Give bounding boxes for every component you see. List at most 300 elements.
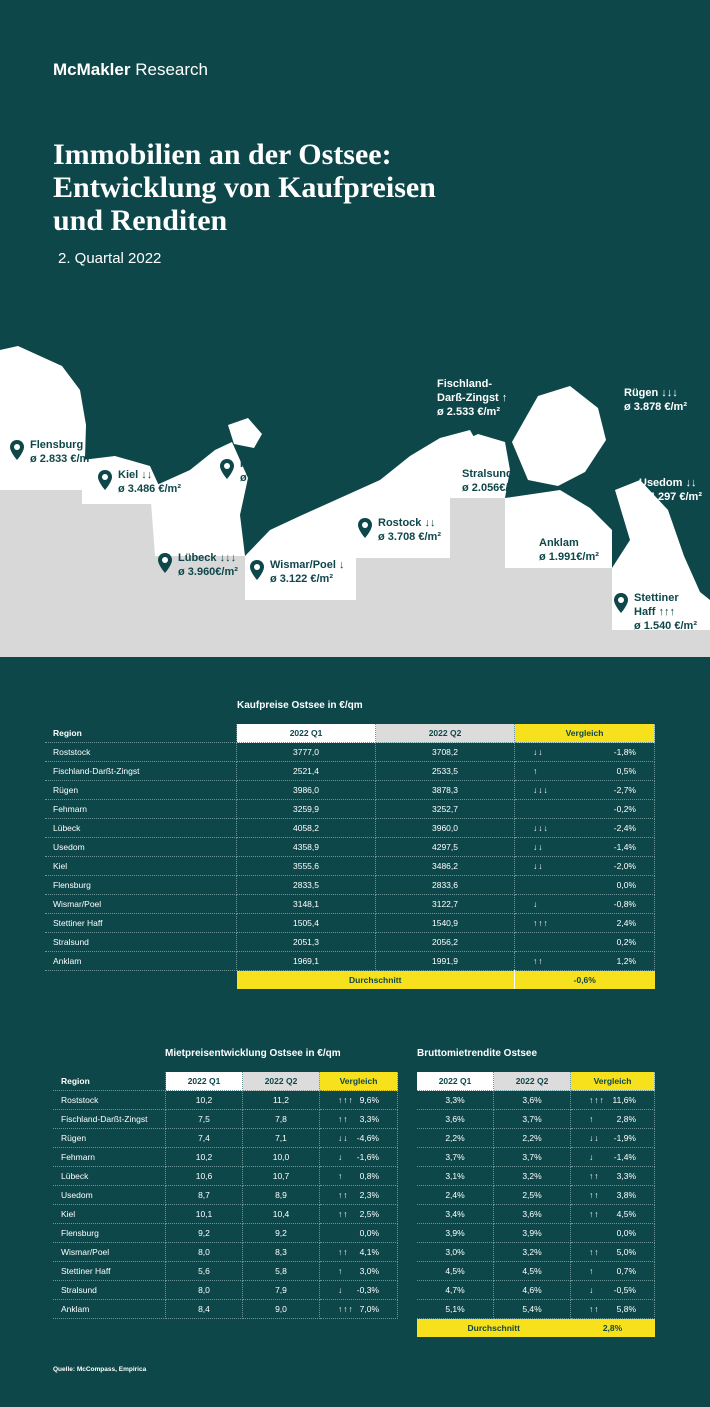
comparison-wrap — [523, 823, 646, 833]
trend-arrows: ↑↑↑ — [338, 1095, 354, 1105]
q1-value-cell: 3,3% — [417, 1091, 494, 1110]
table-row — [417, 1281, 655, 1300]
comparison-cell — [515, 933, 655, 952]
q2-value-cell: 2533,5 — [376, 762, 515, 781]
q1-value-cell: 8,0 — [166, 1281, 243, 1300]
comparison-wrap — [523, 766, 646, 776]
trend-arrows: ↑↑ — [338, 1247, 349, 1257]
map-label-ruegen: Rügen ↓↓↓ ø 3.878 €/m² — [624, 387, 687, 413]
change-percent: -4,6% — [356, 1133, 379, 1143]
comparison-wrap — [523, 861, 646, 871]
source-note: Quelle: McCompass, Empirica — [53, 1366, 147, 1373]
region-cell: Kiel — [45, 857, 237, 876]
region-cell: Lübeck — [45, 819, 237, 838]
average-label: Durchschnitt — [417, 1319, 571, 1338]
table-row — [45, 762, 655, 781]
land-flensburg — [0, 346, 86, 490]
q2-value-cell: 3252,7 — [376, 800, 515, 819]
rendite-table — [417, 1072, 655, 1337]
q1-value-cell: 3986,0 — [237, 781, 376, 800]
change-percent: 3,0% — [359, 1266, 379, 1276]
region-cell: Stettiner Haff — [53, 1262, 166, 1281]
change-percent: 3,8% — [616, 1190, 636, 1200]
coast-map-graphic — [0, 330, 710, 660]
change-percent: -2,7% — [613, 785, 636, 795]
comparison-cell — [515, 743, 655, 762]
trend-arrows: ↑ — [338, 1171, 344, 1181]
q2-value-cell: 4,5% — [494, 1262, 571, 1281]
table-row — [45, 819, 655, 838]
q1-value-cell: 5,6 — [166, 1262, 243, 1281]
trend-arrows: ↑↑ — [589, 1247, 600, 1257]
change-percent: -0,5% — [613, 1285, 636, 1295]
table-row — [53, 1281, 398, 1300]
q2-value-cell: 3,6% — [494, 1091, 571, 1110]
q2-value-cell: 9,2 — [243, 1224, 320, 1243]
q1-value-cell: 7,4 — [166, 1129, 243, 1148]
change-percent: 4,5% — [616, 1209, 636, 1219]
q2-value-cell: 3960,0 — [376, 819, 515, 838]
trend-arrows: ↓ — [589, 1285, 595, 1295]
comparison-cell — [571, 1129, 655, 1148]
comparison-cell — [515, 914, 655, 933]
change-percent: -2,0% — [613, 861, 636, 871]
q1-value-cell: 10,2 — [166, 1148, 243, 1167]
comparison-wrap — [579, 1171, 646, 1181]
trend-arrows: ↓ — [533, 899, 539, 909]
map-label-stettiner-haff: Stettiner Haff ↑↑↑ ø 1.540 €/m² — [634, 591, 697, 633]
trend-arrows: ↓↓↓ — [533, 785, 549, 795]
comparison-wrap — [328, 1171, 389, 1181]
change-percent: 11,6% — [612, 1095, 636, 1105]
table-row — [417, 1091, 655, 1110]
q1-value-cell: 3,4% — [417, 1205, 494, 1224]
table-row — [53, 1205, 398, 1224]
q1-value-cell: 3555,6 — [237, 857, 376, 876]
table-row — [45, 743, 655, 762]
location-pin-icon — [220, 459, 234, 479]
change-percent: 4,1% — [359, 1247, 379, 1257]
comparison-cell — [571, 1224, 655, 1243]
trend-arrows: ↑ — [589, 1266, 595, 1276]
map-label-fischland: Fischland- Darß-Zingst ↑ ø 2.533 €/m² — [437, 378, 508, 418]
table-title-rendite: Bruttomietrendite Ostsee — [417, 1048, 538, 1059]
region-cell: Fehmarn — [45, 800, 237, 819]
region-cell: Stralsund — [53, 1281, 166, 1300]
q1-value-cell: 3,1% — [417, 1167, 494, 1186]
q2-value-cell: 7,8 — [243, 1110, 320, 1129]
comparison-wrap — [579, 1190, 646, 1200]
comparison-wrap — [328, 1209, 389, 1219]
q2-value-cell: 7,1 — [243, 1129, 320, 1148]
change-percent: 5,0% — [616, 1247, 636, 1257]
q2-value-cell: 2,2% — [494, 1129, 571, 1148]
q1-value-cell: 3,0% — [417, 1243, 494, 1262]
average-row — [417, 1319, 655, 1338]
q1-value-cell: 8,0 — [166, 1243, 243, 1262]
mietpreise-table — [53, 1072, 398, 1319]
region-cell: Flensburg — [53, 1224, 166, 1243]
q2-value-cell: 10,0 — [243, 1148, 320, 1167]
trend-arrows: ↓↓ — [589, 1133, 600, 1143]
average-row — [45, 971, 655, 990]
comparison-cell — [571, 1186, 655, 1205]
q1-value-cell: 2,4% — [417, 1186, 494, 1205]
map-label-fehmarn: Fehmarn ø 3.252 €/m² — [240, 457, 303, 485]
change-percent: 9,6% — [359, 1095, 379, 1105]
comparison-wrap — [523, 918, 646, 928]
comparison-cell — [320, 1300, 398, 1319]
land-fehmarn — [228, 418, 262, 448]
table-row — [417, 1224, 655, 1243]
change-percent: -0,3% — [356, 1285, 379, 1295]
table-row — [53, 1224, 398, 1243]
q1-value-cell: 10,2 — [166, 1091, 243, 1110]
comparison-cell — [320, 1186, 398, 1205]
comparison-wrap — [579, 1095, 646, 1105]
brand-logo: McMakler Research — [53, 60, 208, 79]
region-cell: Usedom — [45, 838, 237, 857]
comparison-cell — [571, 1281, 655, 1300]
change-percent: 3,3% — [616, 1171, 636, 1181]
table-body — [45, 743, 655, 990]
q2-value-cell: 3122,7 — [376, 895, 515, 914]
trend-arrows: ↑↑ — [589, 1190, 600, 1200]
change-percent: 2,3% — [359, 1190, 379, 1200]
map-label-rostock: Rostock ↓↓ ø 3.708 €/m² — [378, 516, 441, 544]
comparison-cell — [320, 1205, 398, 1224]
table-row — [417, 1243, 655, 1262]
comparison-wrap — [579, 1266, 646, 1276]
q1-value-cell: 3148,1 — [237, 895, 376, 914]
trend-arrows: ↑↑↑ — [533, 918, 549, 928]
table-row — [45, 914, 655, 933]
region-cell: Rügen — [45, 781, 237, 800]
trend-arrows: ↑ — [589, 1114, 595, 1124]
table-row — [417, 1129, 655, 1148]
q1-value-cell: 10,6 — [166, 1167, 243, 1186]
comparison-wrap — [523, 880, 646, 890]
comparison-cell — [320, 1262, 398, 1281]
table-row — [45, 800, 655, 819]
change-percent: -1,8% — [613, 747, 636, 757]
q1-value-cell: 3,9% — [417, 1224, 494, 1243]
q1-value-cell: 8,4 — [166, 1300, 243, 1319]
map-label-kiel: Kiel ↓↓ ø 3.486 €/m² — [118, 468, 181, 496]
comparison-wrap — [579, 1304, 646, 1314]
q2-value-cell: 3,9% — [494, 1224, 571, 1243]
region-cell: Fischland-Darßt-Zingst — [45, 762, 237, 781]
region-cell: Wismar/Poel — [45, 895, 237, 914]
q2-value-cell: 7,9 — [243, 1281, 320, 1300]
q2-value-cell: 3708,2 — [376, 743, 515, 762]
table-row — [53, 1186, 398, 1205]
table-row — [53, 1243, 398, 1262]
comparison-wrap — [328, 1152, 389, 1162]
average-label: Durchschnitt — [237, 971, 515, 990]
table-row — [53, 1167, 398, 1186]
comparison-cell — [320, 1243, 398, 1262]
comparison-cell — [571, 1205, 655, 1224]
map-label-anklam: Anklam ø 1.991€/m² — [539, 537, 599, 563]
q1-value-cell: 9,2 — [166, 1224, 243, 1243]
q2-value-cell: 5,8 — [243, 1262, 320, 1281]
comparison-wrap — [579, 1247, 646, 1257]
comparison-wrap — [523, 956, 646, 966]
table-row — [53, 1129, 398, 1148]
q2-value-cell: 9,0 — [243, 1300, 320, 1319]
comparison-cell — [515, 838, 655, 857]
trend-arrows: ↓↓ — [338, 1133, 349, 1143]
comparison-cell — [571, 1148, 655, 1167]
comparison-cell — [515, 876, 655, 895]
trend-arrows: ↑↑ — [589, 1209, 600, 1219]
table-body — [417, 1091, 655, 1338]
comparison-wrap — [579, 1285, 646, 1295]
q1-value-cell: 3,6% — [417, 1110, 494, 1129]
region-cell: Wismar/Poel — [53, 1243, 166, 1262]
location-pin-icon — [358, 518, 372, 538]
trend-arrows: ↑ — [338, 1266, 344, 1276]
trend-arrows: ↑↑ — [338, 1190, 349, 1200]
region-cell: Fehmarn — [53, 1148, 166, 1167]
average-value: 2,8% — [571, 1319, 655, 1338]
q2-value-cell: 1540,9 — [376, 914, 515, 933]
q2-value-cell: 11,2 — [243, 1091, 320, 1110]
table-row — [45, 895, 655, 914]
comparison-wrap — [523, 804, 646, 814]
page-title: Immobilien an der Ostsee: Entwicklung von Kaufpreisen und Renditen — [53, 138, 436, 237]
page-subtitle: 2. Quartal 2022 — [58, 250, 162, 267]
coast-map — [0, 330, 710, 660]
location-pin-icon — [10, 440, 24, 460]
average-value: -0,6% — [515, 971, 655, 990]
comparison-wrap — [579, 1228, 646, 1238]
q1-value-cell: 1969,1 — [237, 952, 376, 971]
comparison-cell — [515, 781, 655, 800]
column-header: Region — [45, 724, 237, 743]
q1-value-cell: 3259,9 — [237, 800, 376, 819]
table-row — [45, 781, 655, 800]
comparison-cell — [571, 1300, 655, 1319]
change-percent: 2,5% — [359, 1209, 379, 1219]
comparison-wrap — [579, 1133, 646, 1143]
comparison-cell — [515, 819, 655, 838]
change-percent: 7,0% — [359, 1304, 379, 1314]
change-percent: 3,3% — [359, 1114, 379, 1124]
region-cell: Fischland-Darßt-Zingst — [53, 1110, 166, 1129]
change-percent: -2,4% — [613, 823, 636, 833]
comparison-cell — [515, 762, 655, 781]
map-label-usedom: Usedom ↓↓ ø 4.297 €/m² — [639, 477, 702, 503]
column-header: 2022 Q2 — [243, 1072, 320, 1091]
trend-arrows: ↓ — [338, 1152, 344, 1162]
comparison-wrap — [523, 899, 646, 909]
comparison-cell — [320, 1110, 398, 1129]
q1-value-cell: 10,1 — [166, 1205, 243, 1224]
change-percent: 0,0% — [616, 1228, 636, 1238]
q2-value-cell: 4,6% — [494, 1281, 571, 1300]
change-percent: -1,4% — [613, 1152, 636, 1162]
trend-arrows: ↓↓↓ — [533, 823, 549, 833]
location-pin-icon — [614, 593, 628, 613]
trend-arrows: ↓ — [589, 1152, 595, 1162]
region-cell: Flensburg — [45, 876, 237, 895]
change-percent: -1,9% — [613, 1133, 636, 1143]
q1-value-cell: 2833,5 — [237, 876, 376, 895]
comparison-wrap — [523, 747, 646, 757]
comparison-wrap — [523, 842, 646, 852]
column-header: 2022 Q1 — [166, 1072, 243, 1091]
change-percent: 0,0% — [359, 1228, 379, 1238]
change-percent: 0,5% — [616, 766, 636, 776]
q2-value-cell: 2,5% — [494, 1186, 571, 1205]
table-row — [417, 1167, 655, 1186]
comparison-wrap — [523, 785, 646, 795]
comparison-wrap — [328, 1285, 389, 1295]
q1-value-cell: 4058,2 — [237, 819, 376, 838]
q2-value-cell: 8,3 — [243, 1243, 320, 1262]
q1-value-cell: 4,7% — [417, 1281, 494, 1300]
table-row — [417, 1205, 655, 1224]
map-label-luebeck: Lübeck ↓↓↓ ø 3.960€/m² — [178, 551, 238, 579]
change-percent: 0,2% — [616, 937, 636, 947]
table-row — [53, 1148, 398, 1167]
change-percent: 5,8% — [616, 1304, 636, 1314]
trend-arrows: ↑ — [533, 766, 539, 776]
comparison-cell — [320, 1224, 398, 1243]
comparison-wrap — [579, 1209, 646, 1219]
table-row — [45, 876, 655, 895]
column-header: 2022 Q2 — [494, 1072, 571, 1091]
column-header: Vergleich — [320, 1072, 398, 1091]
trend-arrows: ↑↑↑ — [589, 1095, 605, 1105]
trend-arrows: ↑↑ — [338, 1209, 349, 1219]
location-pin-icon — [250, 560, 264, 580]
change-percent: -1,6% — [356, 1152, 379, 1162]
table-row — [53, 1110, 398, 1129]
comparison-wrap — [328, 1114, 389, 1124]
map-label-wismar: Wismar/Poel ↓ ø 3.122 €/m² — [270, 558, 344, 586]
map-label-flensburg: Flensburg ø 2.833 €/m² — [30, 438, 93, 466]
comparison-wrap — [579, 1114, 646, 1124]
comparison-cell — [515, 800, 655, 819]
region-cell: Rügen — [53, 1129, 166, 1148]
table-row — [45, 857, 655, 876]
q1-value-cell: 2051,3 — [237, 933, 376, 952]
comparison-cell — [515, 895, 655, 914]
q1-value-cell: 5,1% — [417, 1300, 494, 1319]
change-percent: 1,2% — [616, 956, 636, 966]
comparison-cell — [320, 1167, 398, 1186]
location-pin-icon — [98, 470, 112, 490]
comparison-cell — [571, 1110, 655, 1129]
comparison-cell — [320, 1129, 398, 1148]
comparison-cell — [571, 1091, 655, 1110]
table-row — [45, 838, 655, 857]
trend-arrows: ↑↑ — [589, 1304, 600, 1314]
q1-value-cell: 2521,4 — [237, 762, 376, 781]
comparison-wrap — [579, 1152, 646, 1162]
table-row — [417, 1186, 655, 1205]
land-ruegen — [512, 386, 606, 486]
region-cell: Anklam — [45, 952, 237, 971]
q2-value-cell: 4297,5 — [376, 838, 515, 857]
comparison-wrap — [328, 1266, 389, 1276]
q2-value-cell: 2833,6 — [376, 876, 515, 895]
map-label-stralsund: Stralsund ↑ ø 2.056€/m² — [462, 468, 522, 494]
change-percent: 0,8% — [359, 1171, 379, 1181]
q2-value-cell: 3,6% — [494, 1205, 571, 1224]
region-cell: Roststock — [45, 743, 237, 762]
q1-value-cell: 7,5 — [166, 1110, 243, 1129]
change-percent: -0,2% — [613, 804, 636, 814]
table-title-kaufpreise: Kaufpreise Ostsee in €/qm — [237, 700, 363, 711]
region-cell: Kiel — [53, 1205, 166, 1224]
change-percent: -1,4% — [613, 842, 636, 852]
table-row — [417, 1110, 655, 1129]
q1-value-cell: 4,5% — [417, 1262, 494, 1281]
change-percent: 2,4% — [616, 918, 636, 928]
trend-arrows: ↑↑↑ — [338, 1304, 354, 1314]
change-percent: 2,8% — [616, 1114, 636, 1124]
comparison-cell — [320, 1281, 398, 1300]
trend-arrows: ↓↓ — [533, 842, 544, 852]
change-percent: 0,0% — [616, 880, 636, 890]
column-header: Region — [53, 1072, 166, 1091]
average-spacer — [45, 971, 237, 990]
comparison-wrap — [328, 1228, 389, 1238]
table-row — [53, 1300, 398, 1319]
table-row — [53, 1091, 398, 1110]
change-percent: -0,8% — [613, 899, 636, 909]
table-row — [417, 1262, 655, 1281]
q2-value-cell: 3,2% — [494, 1167, 571, 1186]
comparison-wrap — [328, 1133, 389, 1143]
table-row — [417, 1300, 655, 1319]
table-title-mietpreise: Mietpreisentwicklung Ostsee in €/qm — [165, 1048, 341, 1059]
trend-arrows: ↓↓ — [533, 861, 544, 871]
column-header: 2022 Q1 — [417, 1072, 494, 1091]
column-header: Vergleich — [571, 1072, 655, 1091]
q1-value-cell: 3777,0 — [237, 743, 376, 762]
q2-value-cell: 3878,3 — [376, 781, 515, 800]
comparison-cell — [571, 1262, 655, 1281]
q1-value-cell: 4358,9 — [237, 838, 376, 857]
q2-value-cell: 3486,2 — [376, 857, 515, 876]
change-percent: 0,7% — [616, 1266, 636, 1276]
comparison-wrap — [328, 1247, 389, 1257]
trend-arrows: ↑↑ — [338, 1114, 349, 1124]
column-header: 2022 Q2 — [376, 724, 515, 743]
comparison-cell — [320, 1148, 398, 1167]
comparison-cell — [571, 1243, 655, 1262]
column-header: 2022 Q1 — [237, 724, 376, 743]
region-cell: Stralsund — [45, 933, 237, 952]
q1-value-cell: 2,2% — [417, 1129, 494, 1148]
q2-value-cell: 10,4 — [243, 1205, 320, 1224]
q2-value-cell: 2056,2 — [376, 933, 515, 952]
q2-value-cell: 5,4% — [494, 1300, 571, 1319]
column-header: Vergleich — [515, 724, 655, 743]
q2-value-cell: 3,7% — [494, 1110, 571, 1129]
q1-value-cell: 1505,4 — [237, 914, 376, 933]
comparison-wrap — [328, 1190, 389, 1200]
q2-value-cell: 10,7 — [243, 1167, 320, 1186]
table-row — [45, 952, 655, 971]
q2-value-cell: 3,7% — [494, 1148, 571, 1167]
trend-arrows: ↑↑ — [533, 956, 544, 966]
